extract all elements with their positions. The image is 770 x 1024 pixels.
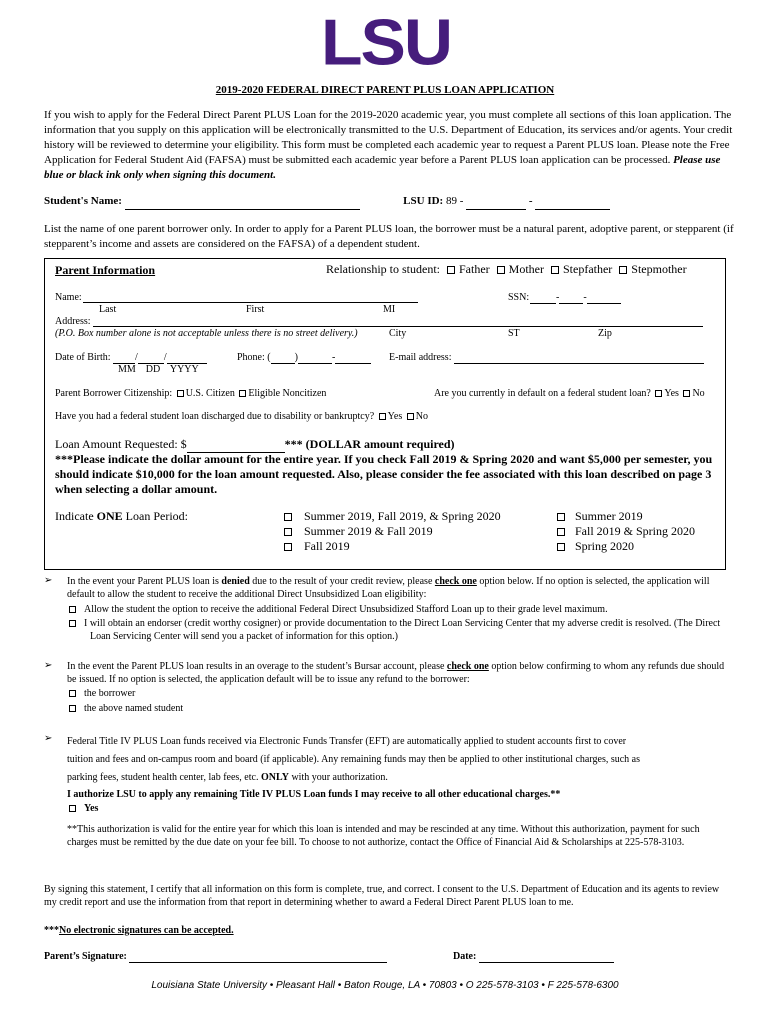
date-field[interactable] [479,951,614,963]
ssn-label: SSN: [508,292,530,303]
email-label: E-mail address: [389,352,452,363]
section2-option1-checkbox[interactable] [69,690,76,697]
period-option[interactable] [553,539,695,554]
student-name-field[interactable] [125,194,360,210]
email-row [389,352,704,364]
section2-bullet-icon: ➢ [44,660,53,671]
section1-text-pre: In the event your Parent PLUS loan is [67,576,219,587]
default-question: Are you currently in default on a federal student loan? [434,388,651,399]
section3-line1: Federal Title IV PLUS Loan funds received via Electronic Funds Transfer (EFT) are automatically applied to student accounts first to cover [67,736,627,747]
section3-line3 [67,769,732,787]
default-yes-checkbox[interactable] [655,390,662,397]
section2-option2-checkbox[interactable] [69,705,76,712]
authorize-note: **This authorization is valid for the entire year for which this loan is intended and may be rescinded at any time. Without this authorization, payment for such charges must be remitted by the due date on your fee bill. To choose to not authorize, contact the Office of Financial Aid & Scholarships at 225-578-3103. [67,824,700,848]
section2-option2 [67,703,183,714]
loan-period-col1 [280,509,501,554]
section2-text-pre: In the event the Parent PLUS loan results in an overage to the student’s Bursar account, please [67,661,445,672]
relationship-label: Relationship to student: [326,262,440,276]
section3-line2: tuition and fees and on-campus room and board (if applicable). Any remaining funds may then be applied to other institutional charges, such as [67,754,640,765]
section1-text [67,575,727,601]
eligible-noncitizen-checkbox[interactable] [239,390,246,397]
authorize-yes-checkbox[interactable] [69,805,76,812]
authorize-yes-label: Yes [84,803,99,814]
list-instruction: List the name of one parent borrower only. In order to apply for a Parent PLUS loan, the borrower must be a natural parent, adoptive parent, or stepparent (if stepparent’s income and assets are considered on the FAFSA) of a dependent student. [44,223,734,250]
us-citizen-label: U.S. Citizen [185,388,235,399]
name-sub-first: First [246,304,265,315]
address-sub-city: City [389,328,407,339]
signature-field[interactable] [129,951,387,963]
citizenship-label: Parent Borrower Citizenship: [55,388,173,399]
mother-label: Mother [508,262,544,276]
stepmother-label: Stepmother [631,262,687,276]
discharge-row [55,411,428,422]
dob-row [55,352,207,364]
lsu-logo [300,14,472,70]
section1-option1-checkbox[interactable] [69,606,76,613]
section1-check-one: check one [434,576,477,587]
phone-row [237,352,371,364]
section3-bullet-icon: ➢ [44,733,53,744]
no-esig-row [44,925,234,936]
stepfather-label: Stepfather [562,262,613,276]
name-sub-mi: MI [383,304,396,315]
dob-sub-labels: MM DD YYYY [118,364,199,375]
loan-period-col2 [553,509,695,554]
date-label: Date: [453,951,477,962]
name-sub-last: Last [99,304,117,315]
lsu-id-field-1[interactable] [466,194,526,210]
stepfather-checkbox[interactable] [551,266,559,274]
dob-label: Date of Birth: [55,352,111,363]
loan-period-label [55,509,188,524]
period-option-label: Summer 2019 [575,509,643,523]
section1-option2-checkbox[interactable] [69,620,76,627]
intro-text: If you wish to apply for the Federal Direct Parent PLUS Loan for the 2019-2020 academic year, you must complete all sections of this loan application. The information that you supply on this application will be electronically transmitted to the U.S. Department of Education, its services and/or agents. Your credit history will be reviewed to determine your eligibility. This form must be completed each academic year to request a Parent PLUS loan. Please note the Free Application for Federal Student Aid (FAFSA) must be submitted each academic year before a Parent PLUS loan application can be processed. [44,109,733,166]
section1-denied: denied [221,576,250,587]
email-field[interactable] [454,352,704,364]
section2-option1 [67,688,135,699]
period-option[interactable] [553,509,695,524]
address-sub-st: ST [508,328,520,339]
section3-text [67,733,732,787]
name-field[interactable] [83,302,418,303]
no-esig-prefix: *** [44,925,59,936]
section1-option2-label: I will obtain an endorser (credit worthy cosigner) or provide documentation to the Direct Loan Servicing Center that my adverse credit is resolved. (The Direct Loan Servicing Center will send you a packet of information for this option.) [84,618,721,642]
mother-checkbox[interactable] [497,266,505,274]
default-yes-label: Yes [664,388,679,399]
dob-field[interactable]: / / [113,352,207,363]
section2-option2-label: the above named student [84,703,184,714]
address-field[interactable] [93,326,703,327]
certification-text: By signing this statement, I certify that all information on this form is complete, true, and correct. I consent to the U.S. Department of Education and its agents to review my credit report and use the information from that report in determining whether to award a Federal Direct Parent PLUS loan to me. [44,884,720,908]
loan-amount-label: Loan Amount Requested: $ [55,437,187,451]
period-option-label: Summer 2019 & Fall 2019 [304,524,433,538]
signature-row [44,951,387,963]
page-title: 2019-2020 FEDERAL DIRECT PARENT PLUS LOAN APPLICATION [215,84,555,96]
loan-period-label-pre: Indicate [55,509,94,523]
footer: Louisiana State University • Pleasant Hall • Baton Rouge, LA • 70803 • O 225-578-3103 • F 225-578-6300 [151,980,619,991]
period-option-label: Spring 2020 [575,539,635,553]
section3-line3-pre: parking fees, student health center, lab fees, etc. [67,772,259,783]
eligible-noncitizen-label: Eligible Noncitizen [248,388,327,399]
phone-field[interactable]: ) - [271,352,372,363]
discharge-question: Have you had a federal student loan discharged due to disability or bankruptcy? [55,411,375,422]
student-info-row: Student's Name: LSU ID: 89 - - [44,194,734,210]
discharge-no-label: No [415,411,428,422]
period-option[interactable] [280,524,501,539]
phone-label: Phone: ( [237,352,271,363]
period-option-label: Fall 2019 [304,539,350,553]
default-no-checkbox[interactable] [683,390,690,397]
section2-text-post: option below confirming to whom any refunds due should be issued. If no option is selected, the application default will be to issue any refund to the borrower: [67,661,725,685]
section2-option1-label: the borrower [84,688,136,699]
father-checkbox[interactable] [447,266,455,274]
section3-line3-only: ONLY [260,772,289,783]
address-label: Address: [55,316,91,327]
ssn-field[interactable]: - - [530,292,621,304]
period-option-label: Fall 2019 & Spring 2020 [575,524,696,538]
father-label: Father [459,262,490,276]
parent-info-heading: Parent Information [55,263,156,277]
us-citizen-checkbox[interactable] [177,390,184,397]
no-esig-text: No electronic signatures can be accepted. [59,925,234,936]
lsu-id-field-2[interactable] [535,194,610,210]
address-sub-zip: Zip [598,328,612,339]
intro-emphasis: Please use blue or black ink only when signing this document. [44,154,721,181]
period-option[interactable] [280,539,501,554]
section1-option1-label: Allow the student the option to receive the additional Federal Direct Unsubsidized Stafford Loan up to their grade level maximum. [84,604,608,615]
section1-option2 [67,617,727,643]
lsu-id-prefix: 89 - [445,195,464,207]
section2-text [67,660,727,686]
loan-amount-note: ***Please indicate the dollar amount for the entire year. If you check Fall 2019 & Spring 2020 and want $5,000 per semester, you should indicate $10,000 for the loan amount requested. Also, please consider the fee associated with this loan described on page 3 when selecting a dollar amount. [55,452,713,496]
loan-period-label-one: ONE [96,509,123,523]
period-option[interactable] [553,524,695,539]
name-label: Name: [55,292,82,303]
signature-label: Parent’s Signature: [44,951,127,962]
section3-line3-post: with your authorization. [291,772,388,783]
relationship-row [326,262,687,277]
loan-period-label-post: Loan Period: [125,509,188,523]
default-no-label: No [692,388,705,399]
lsu-id-label: LSU ID: [403,195,444,207]
section2-check-one: check one [446,661,489,672]
date-row [453,951,614,963]
student-name-label: Student's Name: [44,195,122,207]
period-option-label: Summer 2019, Fall 2019, & Spring 2020 [304,509,501,523]
discharge-yes-checkbox[interactable] [379,413,386,420]
section1-text-mid: due to the result of your credit review, please [252,576,433,587]
discharge-yes-label: Yes [387,411,403,422]
discharge-no-checkbox[interactable] [407,413,414,420]
loan-amount-required: *** (DOLLAR amount required) [284,437,455,451]
section1-text-post: option below. If no option is selected, the application will default to allow the student to receive the additional Direct Unsubsidized Loan eligibility: [67,576,710,600]
po-box-note: (P.O. Box number alone is not acceptable unless there is no street delivery.) [55,328,358,339]
section1-bullet-icon: ➢ [44,575,53,586]
authorize-yes [67,803,98,814]
loan-amount-row [55,437,455,453]
default-row [434,388,705,399]
section1-option1 [67,603,727,616]
intro-paragraph [44,108,734,183]
period-option[interactable] [280,509,501,524]
lsu-logo-text: LSU [321,14,451,70]
stepmother-checkbox[interactable] [619,266,627,274]
loan-amount-field[interactable] [187,437,285,453]
authorize-statement: I authorize LSU to apply any remaining Title IV PLUS Loan funds I may receive to all other educational charges.** [67,789,561,800]
citizenship-row [55,388,326,399]
